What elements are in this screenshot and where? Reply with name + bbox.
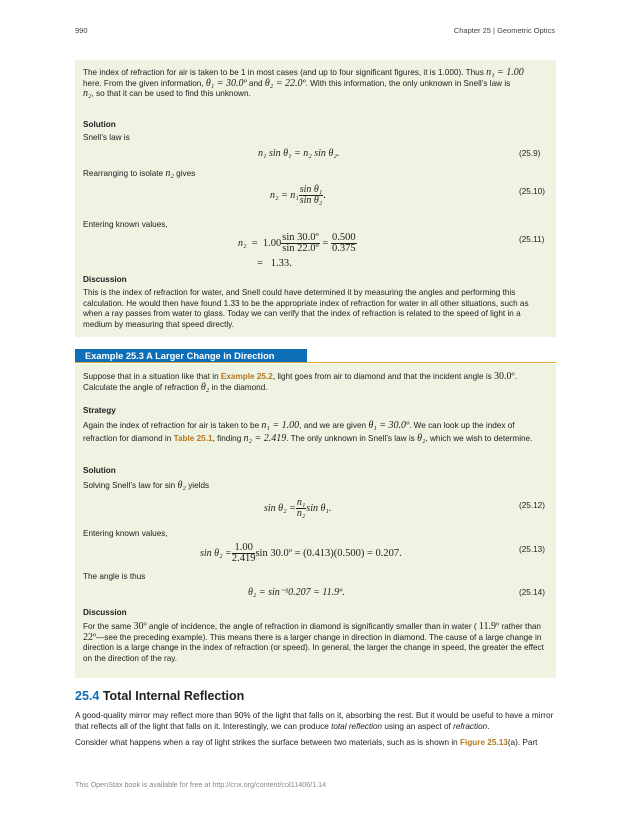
chapter-title: Chapter 25 | Geometric Optics [453,26,555,35]
rearrange-text: Rearranging to isolate n₂ gives [83,168,196,179]
equation-25-11: n₂ = 1.00 $\frac{\text{sin 30.0º}}{\text{sin 22.0º}}$ = $\frac{0.500}{0.375}$ [238,232,356,254]
equation-number-25-12: (25.12) [519,501,545,510]
example-title-rule [75,362,556,363]
intro-paragraph: The index of refraction for air is taken to be 1 in most cases (and up to four significant figures, it is 1.000). Thus n₁ = 1.00 here. From the given information, θ₁ = 30.0º and θ₂ = 22.0º. With this information, the only unknown in Snell’s law is n₂, so that it can be used to find this unknown. [83,67,524,100]
example-25-2-link[interactable]: Example 25.2 [220,372,273,381]
equation-number-25-11: (25.11) [519,235,545,244]
section-paragraph-2: Consider what happens when a ray of light strikes the surface between two materials, such as is shown in Figure 25.13(a). Part [75,738,538,747]
example-box [75,364,556,678]
equation-number-25-9: (25.9) [519,149,541,158]
equation-number-25-10: (25.10) [519,187,545,196]
strategy-heading: Strategy [83,406,116,415]
discussion-text-2: For the same 30º angle of incidence, the angle of refraction in diamond is significantly smaller than in water ( 11.9º rather than 22º—see the preceding example). This means there is a larger change in direction in diamond. The cause of a large change in direction is a large change in the index of refraction (or speed). In general, the larger the change in speed, the greater the effect on the direction of the ray. [83,621,544,663]
example-title: Example 25.3 A Larger Change in Direction [75,349,307,363]
page-number: 990 [75,26,88,35]
equation-25-11-result: = 1.33. [257,258,292,269]
example-continuation-box [75,60,556,337]
table-25-1-link[interactable]: Table 25.1 [173,434,213,443]
discussion-text: This is the index of refraction for water, and Snell could have determined it by measuring the angles and performing this calculation. He would then have found 1.33 to be the appropriate index of refraction for water in all other situations, such as when a ray passes from water to glass. Today we can verify that the index of refraction is related to the speed of light in a medium by measuring that speed directly. [83,288,529,329]
section-paragraph-1: A good-quality mirror may reflect more than 90% of the light that falls on it, absorbing the rest. But it would be useful to have a mirror that reflects all of the light that falls on it. Interestingly, we can produce total reflection using an aspect of refraction. [75,711,554,731]
equation-number-25-13: (25.13) [519,545,545,554]
equation-25-14: θ₂ = sin⁻¹0.207 = 11.9º. [248,587,345,598]
snell-text: Snell’s law is [83,133,130,142]
entering-text: Entering known values, [83,220,168,229]
equation-25-12: sin θ₂ = $\frac{\text{n₁}}{\text{n₂}}$ sin θ₁. [264,497,332,519]
angle-text: The angle is thus [83,572,146,581]
solving-text: Solving Snell’s law for sin θ₂ yields [83,480,210,491]
figure-25-13-link[interactable]: Figure 25.13 [460,738,508,747]
solution-heading: Solution [83,120,116,129]
discussion-heading: Discussion [83,275,127,284]
entering-text-2: Entering known values, [83,529,168,538]
equation-25-10: n₂ = n₁ $\frac{\text{sin θ₁}}{\text{sin θ₂}}$ . [270,184,326,206]
footer-text: This OpenStax book is available for free at http://cnx.org/content/col11406/1.14 [75,780,327,789]
equation-number-25-14: (25.14) [519,588,545,597]
equation-25-13: sin θ₂ = $\frac{1.00}{2.419}$ sin 30.0º = (0.413)(0.500) = 0.207. [200,542,402,564]
equation-25-9: n₁ sin θ₁ = n₂ sin θ₂. [258,148,340,159]
section-title: 25.4 Total Internal Reflection [75,689,245,703]
strategy-text: Again the index of refraction for air is taken to be n₁ = 1.00, and we are given θ₁ = 30.0º. We can look up the index of refraction for diamond in Table 25.1, finding n₂ = 2.419. The only unknown in Snell’s law is θ₂, which we wish to determine. [83,420,533,444]
solution-heading-2: Solution [83,466,116,475]
problem-text: Suppose that in a situation like that in Example 25.2, light goes from air to diamond and that the incident angle is 30.0º. Calculate the angle of refraction θ₂ in the diamond. [83,371,517,393]
discussion-heading-2: Discussion [83,608,127,617]
